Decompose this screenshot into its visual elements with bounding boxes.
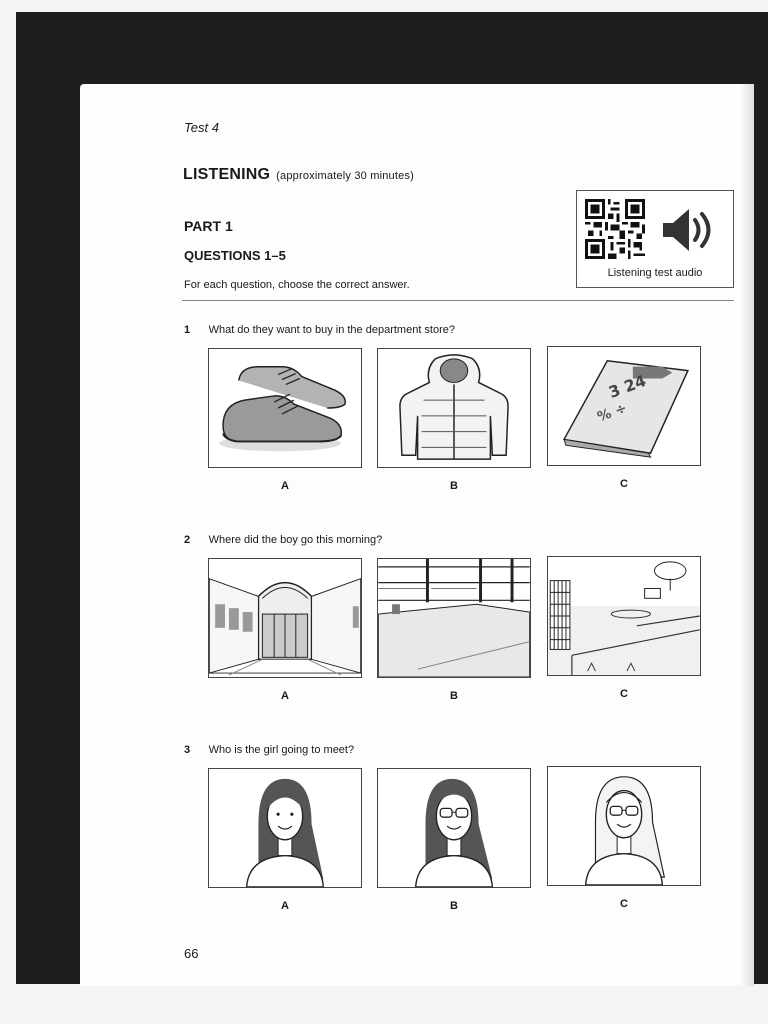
questions-range: QUESTIONS 1–5 [184,248,286,263]
part-title: PART 1 [184,218,233,234]
option-letter: C [620,478,628,490]
svg-text:% ÷: % ÷ [595,400,630,426]
audio-box[interactable] [576,190,734,288]
instruction-text: For each question, choose the correct answer. [184,279,410,291]
option-letter: A [281,690,289,702]
question-number: 1 [184,324,191,336]
qr-code-icon[interactable] [585,199,645,259]
option-2b-swimming-pool-image[interactable] [377,558,531,678]
section-duration: (approximately 30 minutes) [276,170,415,182]
divider [182,300,734,301]
page-number: 66 [184,946,199,961]
scanner-bed-left [0,0,16,1024]
scanner-bed-bottom [0,984,768,1024]
option-3c-girl-blonde-hair-glasses-image[interactable] [547,766,701,886]
audio-caption: Listening test audio [607,267,703,279]
speaker-icon[interactable] [659,203,719,257]
option-letter: A [281,480,289,492]
question-1 [184,320,455,338]
question-text: Where did the boy go this morning? [208,534,383,546]
option-3b-girl-dark-hair-glasses-image[interactable] [377,768,531,888]
question-2 [184,530,382,548]
option-1a-shoes-image[interactable] [208,348,362,468]
option-letter: C [620,688,628,700]
section-title: LISTENING [183,166,271,183]
question-number: 2 [184,534,191,546]
option-letter: B [450,480,458,492]
option-3a-girl-dark-hair-image[interactable] [208,768,362,888]
option-letter: B [450,900,458,912]
question-text: What do they want to buy in the department store? [208,324,455,336]
option-2c-sports-field-image[interactable] [547,556,701,676]
section-heading [183,166,414,184]
test-label: Test 4 [184,120,219,135]
question-text: Who is the girl going to meet? [208,744,355,756]
option-1c-math-book-image[interactable] [547,346,701,466]
scanner-bed-top [0,0,768,12]
option-1b-winter-jacket-image[interactable] [377,348,531,468]
option-letter: C [620,898,628,910]
question-number: 3 [184,744,191,756]
option-2a-shopping-mall-image[interactable] [208,558,362,678]
question-3 [184,740,354,758]
option-letter: B [450,690,458,702]
option-letter: A [281,900,289,912]
book-page [80,84,754,986]
svg-text:3 24: 3 24 [606,370,649,402]
